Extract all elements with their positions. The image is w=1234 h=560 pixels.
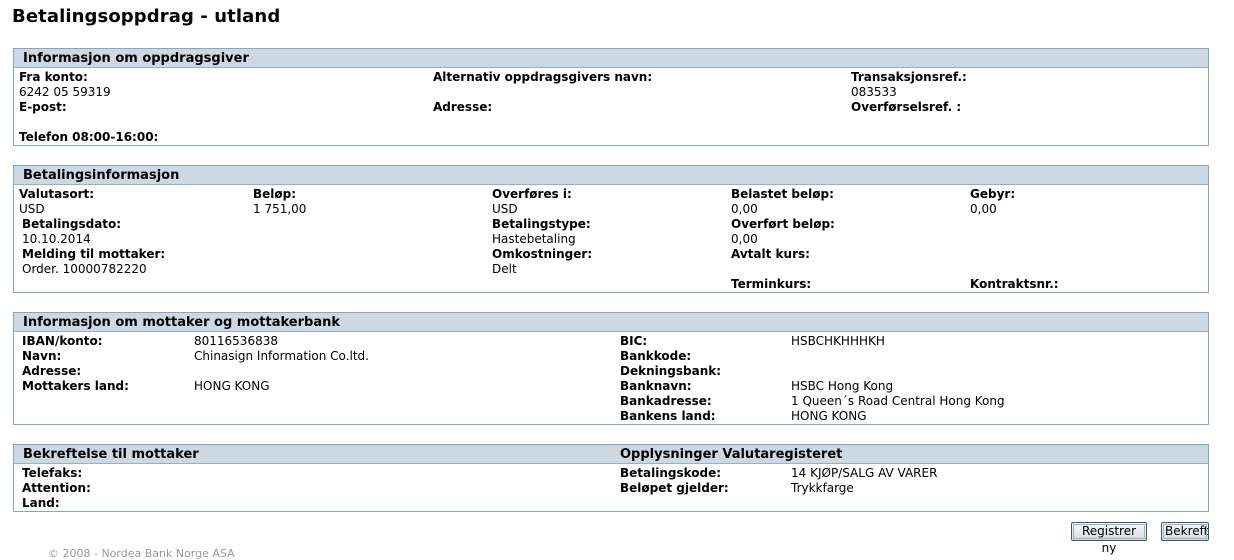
- address-label: Adresse:: [433, 100, 493, 114]
- cover-bank-label: Dekningsbank:: [620, 364, 722, 378]
- message-value: Order. 10000782220: [22, 262, 147, 276]
- amount-value: 1 751,00: [253, 202, 307, 216]
- transferred-amount-label: Overført beløp:: [731, 217, 835, 231]
- payment-type-value: Hastebetaling: [492, 232, 576, 246]
- transaction-ref-label: Transaksjonsref.:: [851, 70, 967, 84]
- currency-value: USD: [19, 202, 45, 216]
- bank-name-label: Banknavn:: [620, 379, 692, 393]
- currency-register-heading: Opplysninger Valutaregisteret: [620, 447, 843, 462]
- amount-concerns-label: Beløpet gjelder:: [620, 481, 729, 495]
- confirmation-heading: Bekreftelse til mottaker: [23, 447, 199, 462]
- confirmation-section: [13, 444, 1209, 512]
- section-header: [14, 445, 1208, 464]
- payment-info-section: [13, 165, 1209, 293]
- currency-label: Valutasort:: [19, 187, 95, 201]
- forward-rate-label: Terminkurs:: [731, 277, 812, 291]
- attention-label: Attention:: [22, 481, 91, 495]
- message-label: Melding til mottaker:: [22, 247, 166, 261]
- recipient-country-value: HONG KONG: [194, 379, 270, 393]
- section-heading: Betalingsinformasjon: [23, 168, 180, 183]
- section-header: [14, 166, 1208, 185]
- page-title: Betalingsoppdrag - utland: [12, 6, 281, 27]
- payment-code-label: Betalingskode:: [620, 466, 722, 480]
- section-heading: Informasjon om oppdragsgiver: [23, 51, 249, 66]
- email-label: E-post:: [19, 100, 67, 114]
- section-heading: Informasjon om mottaker og mottakerbank: [23, 315, 340, 330]
- transfer-in-label: Overføres i:: [492, 187, 572, 201]
- payment-code-value: 14 KJØP/SALG AV VARER: [791, 466, 938, 480]
- country-label: Land:: [22, 496, 60, 510]
- bank-address-label: Bankadresse:: [620, 394, 712, 408]
- transfer-ref-label: Overførselsref. :: [851, 100, 962, 114]
- section-header: [14, 49, 1208, 68]
- bank-code-label: Bankkode:: [620, 349, 692, 363]
- from-account-value: 6242 05 59319: [19, 85, 111, 99]
- bic-label: BIC:: [620, 334, 648, 348]
- bank-name-value: HSBC Hong Kong: [791, 379, 894, 393]
- charged-amount-label: Belastet beløp:: [731, 187, 834, 201]
- section-header: [14, 313, 1208, 332]
- payment-date-value: 10.10.2014: [22, 232, 91, 246]
- fax-label: Telefaks:: [22, 466, 83, 480]
- fee-label: Gebyr:: [970, 187, 1016, 201]
- name-label: Navn:: [22, 349, 62, 363]
- recipient-country-label: Mottakers land:: [22, 379, 129, 393]
- confirm-button[interactable]: Bekreft: [1161, 522, 1209, 541]
- bic-value: HSBCHKHHHKH: [791, 334, 885, 348]
- amount-label: Beløp:: [253, 187, 297, 201]
- from-account-label: Fra konto:: [19, 70, 88, 84]
- charged-amount-value: 0,00: [731, 202, 758, 216]
- costs-value: Delt: [492, 262, 517, 276]
- bank-country-value: HONG KONG: [791, 409, 867, 423]
- amount-concerns-value: Trykkfarge: [791, 481, 854, 495]
- transferred-amount-value: 0,00: [731, 232, 758, 246]
- fee-value: 0,00: [970, 202, 997, 216]
- contract-no-label: Kontraktsnr.:: [970, 277, 1059, 291]
- payment-type-label: Betalingstype:: [492, 217, 591, 231]
- payment-date-label: Betalingsdato:: [22, 217, 122, 231]
- iban-label: IBAN/konto:: [22, 334, 103, 348]
- address-label: Adresse:: [22, 364, 82, 378]
- bank-address-value: 1 Queen´s Road Central Hong Kong: [791, 394, 1005, 408]
- footer-copyright: © 2008 - Nordea Bank Norge ASA: [48, 547, 235, 560]
- transaction-ref-value: 083533: [851, 85, 897, 99]
- name-value: Chinasign Information Co.ltd.: [194, 349, 369, 363]
- bank-country-label: Bankens land:: [620, 409, 716, 423]
- costs-label: Omkostninger:: [492, 247, 593, 261]
- agreed-rate-label: Avtalt kurs:: [731, 247, 810, 261]
- alt-sender-name-label: Alternativ oppdragsgivers navn:: [433, 70, 653, 84]
- transfer-in-value: USD: [492, 202, 518, 216]
- register-new-button[interactable]: Registrer ny: [1071, 522, 1147, 541]
- recipient-info-section: [13, 312, 1209, 425]
- phone-label: Telefon 08:00-16:00:: [19, 130, 159, 144]
- sender-info-section: [13, 48, 1209, 146]
- iban-value: 80116536838: [194, 334, 278, 348]
